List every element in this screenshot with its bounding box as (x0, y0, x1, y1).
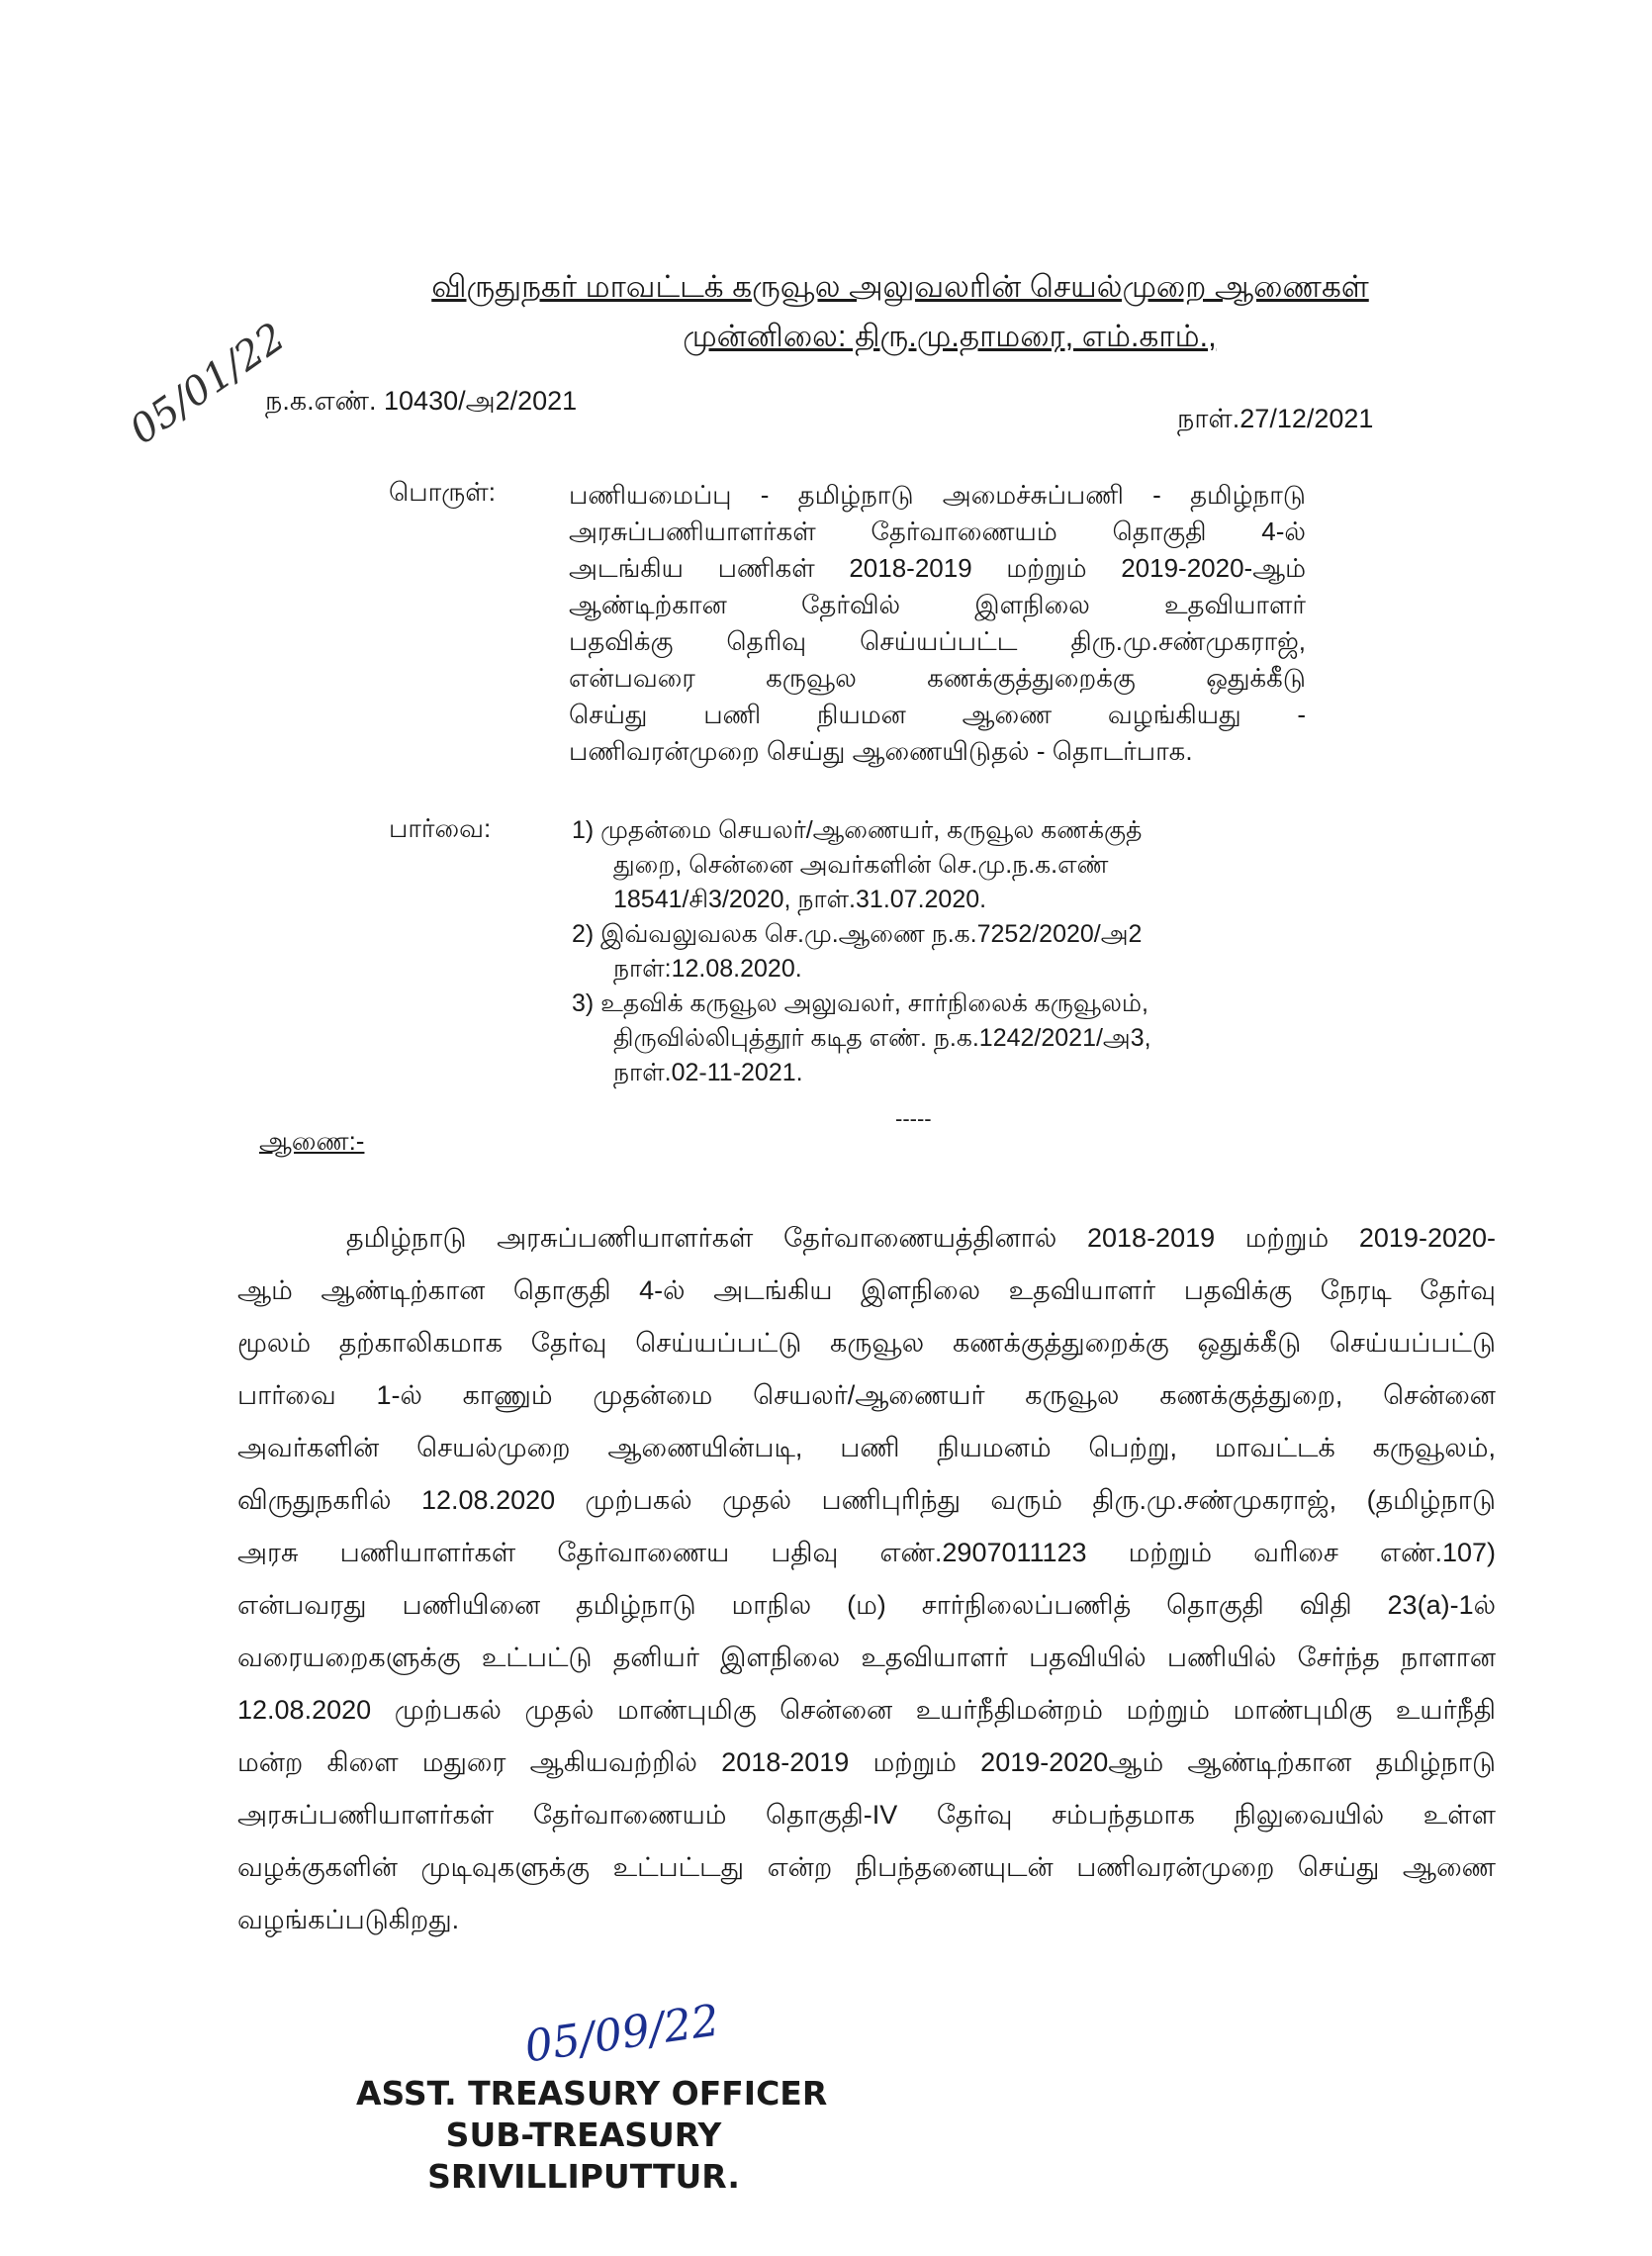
order-line: அரசுப்பணியாளர்கள் தேர்வாணையம் தொகுதி-IV தேர்வு சம்பந்தமாக நிலுவையில் உள்ள (237, 1800, 1496, 1830)
document-date: நாள்.27/12/2021 (1177, 404, 1374, 433)
subject-text (569, 477, 1306, 770)
reference-item-continuation: துறை, சென்னை அவர்களின் செ.மு.ந.க.எண் (613, 851, 1109, 879)
subject-line: பதவிக்கு தெரிவு செய்யப்பட்ட திரு.மு.சண்முகராஜ், (569, 626, 1306, 656)
subject-line: அடங்கிய பணிகள் 2018-2019 மற்றும் 2019-2020-ஆம் (569, 553, 1306, 583)
order-line: தமிழ்நாடு அரசுப்பணியாளர்கள் தேர்வாணையத்தினால் 2018-2019 மற்றும் 2019-2020- (346, 1223, 1496, 1253)
references-list (572, 813, 1264, 1090)
document-title: விருதுநகர் மாவட்டக் கருவூல அலுவலரின் செயல்முறை ஆணைகள் (431, 269, 1369, 304)
reference-item: 3) உதவிக் கருவூல அலுவலர், சார்நிலைக் கருவூலம், (572, 989, 1148, 1017)
stamp-line: SUB-TREASURY (445, 2115, 722, 2154)
subject-line: பணிவரன்முறை செய்து ஆணையிடுதல் - தொடர்பாக. (569, 736, 1193, 766)
subject-line: பணியமைப்பு - தமிழ்நாடு அமைச்சுப்பணி - தமிழ்நாடு (569, 480, 1306, 510)
order-body (237, 1212, 1496, 1946)
order-line: மன்ற கிளை மதுரை ஆகியவற்றில் 2018-2019 மற்றும் 2019-2020ஆம் ஆண்டிற்கான தமிழ்நாடு (237, 1747, 1496, 1777)
order-line: வழக்குகளின் முடிவுகளுக்கு உட்பட்டது என்ற நிபந்தனையுடன் பணிவரன்முறை செய்து ஆணை (237, 1852, 1496, 1882)
reference-item-continuation: திருவில்லிபுத்தூர் கடித எண். ந.க.1242/2021/அ3, (613, 1024, 1151, 1052)
separator: ----- (895, 1106, 932, 1131)
reference-item-continuation: நாள்.02-11-2021. (613, 1059, 803, 1086)
subject-line: அரசுப்பணியாளர்கள் தேர்வாணையம் தொகுதி 4-ல் (569, 517, 1306, 546)
order-line: விருதுநகரில் 12.08.2020 முற்பகல் முதல் பணிபுரிந்து வரும் திரு.மு.சண்முகராஜ், (தமிழ்நாடு (237, 1485, 1496, 1515)
subject-line: ஆண்டிற்கான தேர்வில் இளநிலை உதவியாளர் (569, 590, 1306, 619)
order-line: என்பவரது பணியினை தமிழ்நாடு மாநில (ம) சார்நிலைப்பணித் தொகுதி விதி 23(a)-1ல் (237, 1590, 1496, 1620)
reference-number: ந.க.எண். 10430/அ2/2021 (265, 386, 578, 416)
handwritten-note: 05/01/22 (122, 314, 294, 454)
order-line: அவர்களின் செயல்முறை ஆணையின்படி, பணி நியமனம் பெற்று, மாவட்டக் கருவூலம், (237, 1433, 1496, 1462)
reference-item-continuation: நாள்:12.08.2020. (613, 955, 802, 983)
officer-stamp (356, 2073, 828, 2198)
order-line: வரையறைகளுக்கு உட்பட்டு தனியர் இளநிலை உதவியாளர் பதவியில் பணியில் சேர்ந்த நாளான (237, 1643, 1496, 1672)
stamp-line: SRIVILLIPUTTUR. (427, 2157, 740, 2196)
subject-line: செய்து பணி நியமன ஆணை வழங்கியது - (569, 700, 1306, 729)
order-line: ஆம் ஆண்டிற்கான தொகுதி 4-ல் அடங்கிய இளநிலை உதவியாளர் பதவிக்கு நேரடி தேர்வு (237, 1275, 1496, 1305)
handwritten-signature: 05/09/22 (521, 1995, 723, 2073)
order-line: அரசு பணியாளர்கள் தேர்வாணைய பதிவு எண்.2907011123 மற்றும் வரிசை எண்.107) (237, 1538, 1496, 1567)
order-line: பார்வை 1-ல் காணும் முதன்மை செயலர்/ஆணையர் கருவூல கணக்குத்துறை, சென்னை (237, 1380, 1496, 1410)
reference-item-continuation: 18541/சி3/2020, நாள்.31.07.2020. (613, 886, 987, 913)
order-line: 12.08.2020 முற்பகல் முதல் மாண்புமிகு சென்னை உயர்நீதிமன்றம் மற்றும் மாண்புமிகு உயர்நீதி (237, 1695, 1496, 1725)
reference-item: 1) முதன்மை செயலர்/ஆணையர், கருவூல கணக்குத் (572, 816, 1143, 844)
reference-item: 2) இவ்வலுவலக செ.மு.ஆணை ந.க.7252/2020/அ2 (572, 920, 1143, 948)
stamp-line: ASST. TREASURY OFFICER (356, 2074, 828, 2113)
references-label: பார்வை: (389, 813, 492, 843)
presence-line: முன்னிலை: திரு.மு.தாமரை, எம்.காம்., (683, 319, 1217, 353)
subject-line: என்பவரை கருவூல கணக்குத்துறைக்கு ஒதுக்கீடு (569, 663, 1306, 693)
order-line: வழங்கப்படுகிறது. (237, 1905, 460, 1934)
order-label: ஆணை:- (259, 1126, 365, 1156)
subject-label: பொருள்: (389, 477, 496, 507)
order-line: மூலம் தற்காலிகமாக தேர்வு செய்யப்பட்டு கருவூல கணக்குத்துறைக்கு ஒதுக்கீடு செய்யப்பட்டு (237, 1328, 1496, 1358)
